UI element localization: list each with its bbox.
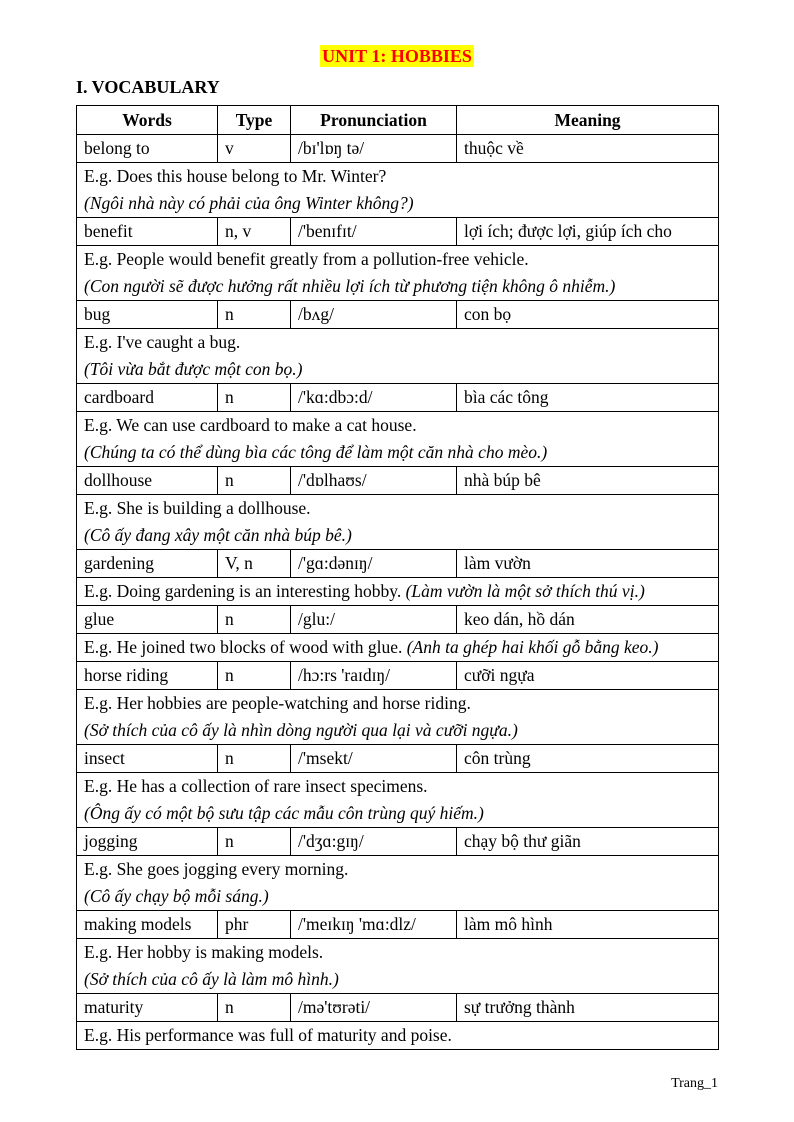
example-row <box>77 495 719 550</box>
word-cell: maturity <box>77 994 218 1022</box>
example-cell <box>77 578 719 606</box>
meaning-cell: chạy bộ thư giãn <box>457 828 719 856</box>
type-cell: n <box>218 301 291 329</box>
type-cell: n <box>218 745 291 773</box>
example-row <box>77 578 719 606</box>
header-words: Words <box>77 106 218 135</box>
table-row <box>77 301 719 329</box>
example-sentence: E.g. He joined two blocks of wood with glue. <box>84 637 403 657</box>
example-sentence: E.g. Her hobby is making models. <box>84 942 324 962</box>
header-type: Type <box>218 106 291 135</box>
type-cell: n <box>218 662 291 690</box>
example-translation: (Sở thích của cô ấy là nhìn dòng người qua lại và cưỡi ngựa.) <box>84 720 518 740</box>
example-sentence: E.g. Does this house belong to Mr. Winter? <box>84 166 387 186</box>
pronunciation-cell: /'meɪkɪŋ 'mɑ:dlz/ <box>291 911 457 939</box>
example-sentence: E.g. Doing gardening is an interesting hobby. <box>84 581 402 601</box>
pronunciation-cell: /'dʒɑ:gɪŋ/ <box>291 828 457 856</box>
meaning-cell: lợi ích; được lợi, giúp ích cho <box>457 218 719 246</box>
example-sentence: E.g. Her hobbies are people-watching and horse riding. <box>84 693 471 713</box>
type-cell: n <box>218 828 291 856</box>
example-cell <box>77 773 719 828</box>
example-translation: (Ông ấy có một bộ sưu tập các mẫu côn trùng quý hiếm.) <box>84 803 484 823</box>
example-translation: (Ngôi nhà này có phải của ông Winter không?) <box>84 193 414 213</box>
example-sentence: E.g. His performance was full of maturity and poise. <box>84 1025 452 1045</box>
pronunciation-cell: /'kɑ:dbɔ:d/ <box>291 384 457 412</box>
table-row <box>77 218 719 246</box>
example-cell <box>77 856 719 911</box>
example-row <box>77 1022 719 1050</box>
pronunciation-cell: /mə'tʊrəti/ <box>291 994 457 1022</box>
example-cell <box>77 246 719 301</box>
example-sentence: E.g. People would benefit greatly from a pollution-free vehicle. <box>84 249 529 269</box>
example-translation: (Chúng ta có thể dùng bìa các tông để làm một căn nhà cho mèo.) <box>84 442 548 462</box>
type-cell: v <box>218 135 291 163</box>
pronunciation-cell: /'gɑ:dənɪŋ/ <box>291 550 457 578</box>
example-sentence: E.g. She goes jogging every morning. <box>84 859 349 879</box>
word-cell: cardboard <box>77 384 218 412</box>
type-cell: n <box>218 994 291 1022</box>
word-cell: belong to <box>77 135 218 163</box>
word-cell: jogging <box>77 828 218 856</box>
example-translation: (Anh ta ghép hai khối gỗ bằng keo.) <box>406 637 659 657</box>
example-cell <box>77 939 719 994</box>
example-translation: (Sở thích của cô ấy là làm mô hình.) <box>84 969 339 989</box>
table-row <box>77 994 719 1022</box>
section-heading: I. VOCABULARY <box>76 77 220 97</box>
meaning-cell: bìa các tông <box>457 384 719 412</box>
example-row <box>77 690 719 745</box>
meaning-cell: thuộc về <box>457 135 719 163</box>
pronunciation-cell: /'dɒlhaʊs/ <box>291 467 457 495</box>
example-translation: (Làm vườn là một sở thích thú vị.) <box>405 581 645 601</box>
example-cell <box>77 412 719 467</box>
word-cell: bug <box>77 301 218 329</box>
word-cell: horse riding <box>77 662 218 690</box>
word-cell: dollhouse <box>77 467 218 495</box>
table-row <box>77 135 719 163</box>
example-translation: (Tôi vừa bắt được một con bọ.) <box>84 359 303 379</box>
meaning-cell: sự trưởng thành <box>457 994 719 1022</box>
word-cell: gardening <box>77 550 218 578</box>
pronunciation-cell: /glu:/ <box>291 606 457 634</box>
meaning-cell: làm mô hình <box>457 911 719 939</box>
word-cell: insect <box>77 745 218 773</box>
vocabulary-body <box>77 135 719 1050</box>
example-sentence: E.g. She is building a dollhouse. <box>84 498 311 518</box>
example-row <box>77 329 719 384</box>
example-row <box>77 246 719 301</box>
table-row <box>77 606 719 634</box>
meaning-cell: nhà búp bê <box>457 467 719 495</box>
table-row <box>77 911 719 939</box>
pronunciation-cell: /bʌg/ <box>291 301 457 329</box>
example-translation: (Con người sẽ được hưởng rất nhiều lợi ích từ phương tiện không ô nhiễm.) <box>84 276 616 296</box>
example-translation: (Cô ấy chạy bộ mỗi sáng.) <box>84 886 269 906</box>
word-cell: benefit <box>77 218 218 246</box>
word-cell: glue <box>77 606 218 634</box>
example-translation: (Cô ấy đang xây một căn nhà búp bê.) <box>84 525 352 545</box>
example-sentence: E.g. We can use cardboard to make a cat house. <box>84 415 417 435</box>
pronunciation-cell: /'benɪfɪt/ <box>291 218 457 246</box>
pronunciation-cell: /bɪ'lɒŋ tə/ <box>291 135 457 163</box>
example-sentence: E.g. I've caught a bug. <box>84 332 241 352</box>
header-pronunciation: Pronunciation <box>291 106 457 135</box>
header-meaning: Meaning <box>457 106 719 135</box>
example-row <box>77 634 719 662</box>
table-row <box>77 662 719 690</box>
page-footer: Trang_1 <box>671 1076 718 1091</box>
example-cell <box>77 329 719 384</box>
example-row <box>77 773 719 828</box>
example-row <box>77 856 719 911</box>
type-cell: phr <box>218 911 291 939</box>
table-header-row <box>77 106 719 135</box>
type-cell: n <box>218 606 291 634</box>
example-cell <box>77 163 719 218</box>
table-row <box>77 384 719 412</box>
meaning-cell: cưỡi ngựa <box>457 662 719 690</box>
meaning-cell: con bọ <box>457 301 719 329</box>
word-cell: making models <box>77 911 218 939</box>
pronunciation-cell: /hɔ:rs 'raɪdɪŋ/ <box>291 662 457 690</box>
example-cell <box>77 495 719 550</box>
title-wrap <box>0 45 794 67</box>
example-row <box>77 163 719 218</box>
type-cell: V, n <box>218 550 291 578</box>
table-row <box>77 467 719 495</box>
page-title: UNIT 1: HOBBIES <box>322 46 472 66</box>
table-row <box>77 550 719 578</box>
type-cell: n <box>218 384 291 412</box>
pronunciation-cell: /'msekt/ <box>291 745 457 773</box>
table-row <box>77 745 719 773</box>
meaning-cell: làm vườn <box>457 550 719 578</box>
example-cell <box>77 634 719 662</box>
example-cell <box>77 690 719 745</box>
meaning-cell: keo dán, hồ dán <box>457 606 719 634</box>
table-row <box>77 828 719 856</box>
example-cell <box>77 1022 719 1050</box>
example-row <box>77 412 719 467</box>
type-cell: n, v <box>218 218 291 246</box>
type-cell: n <box>218 467 291 495</box>
meaning-cell: côn trùng <box>457 745 719 773</box>
example-row <box>77 939 719 994</box>
vocabulary-table <box>76 105 719 1050</box>
example-sentence: E.g. He has a collection of rare insect specimens. <box>84 776 428 796</box>
